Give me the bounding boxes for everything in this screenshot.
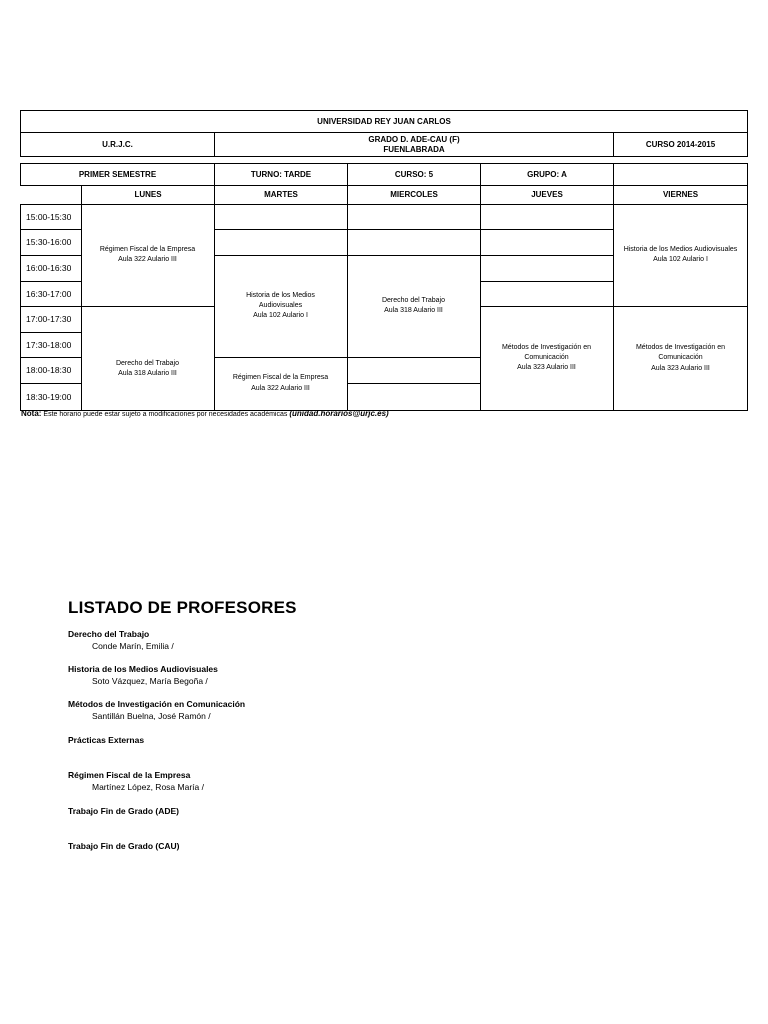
shift-label: TURNO: TARDE — [214, 163, 348, 186]
class-block-lunes: Régimen Fiscal de la Empresa Aula 322 Aulario III — [81, 204, 215, 307]
empty-slot — [214, 229, 348, 256]
time-slot: 15:30-16:00 — [20, 229, 82, 256]
empty-slot — [480, 281, 614, 307]
professor-name: Conde Marín, Emilia / — [92, 641, 174, 651]
day-header-lunes: LUNES — [81, 185, 215, 205]
class-block-viernes: Historia de los Medios Audiovisuales Aula 102 Aulario I — [613, 204, 748, 307]
day-header-viernes: VIERNES — [613, 185, 748, 205]
day-header-miercoles: MIERCOLES — [347, 185, 481, 205]
schedule-note — [21, 409, 748, 418]
empty-slot — [480, 204, 614, 230]
time-slot: 15:00-15:30 — [20, 204, 82, 230]
professor-subject: Derecho del Trabajo — [68, 629, 150, 639]
empty-slot — [480, 255, 614, 282]
professor-subject: Prácticas Externas — [68, 735, 145, 745]
day-header-jueves: JUEVES — [480, 185, 614, 205]
class-block-lunes: Derecho del Trabajo Aula 318 Aulario III — [81, 306, 215, 411]
empty-slot — [480, 229, 614, 256]
year-label: CURSO: 5 — [347, 163, 481, 186]
time-slot: 17:00-17:30 — [20, 306, 82, 333]
empty-slot — [347, 383, 481, 411]
professors-title: LISTADO DE PROFESORES — [68, 598, 297, 617]
degree-name: GRADO D. ADE-CAU (F) FUENLABRADA — [214, 132, 614, 157]
class-block-viernes: Métodos de Investigación en Comunicación Aula 323 Aulario III — [635, 344, 726, 372]
semester-label: PRIMER SEMESTRE — [20, 163, 215, 186]
note-label: Nota: — [21, 409, 42, 418]
class-block-miercoles: Derecho del Trabajo Aula 318 Aulario III — [347, 255, 481, 358]
professor-subject: Trabajo Fin de Grado (CAU) — [68, 841, 180, 851]
university-title: UNIVERSIDAD REY JUAN CARLOS — [20, 110, 748, 133]
time-slot: 16:30-17:00 — [20, 281, 82, 307]
note-text: Este horario puede estar sujeto a modificaciones por necesidades académicas — [43, 411, 288, 418]
empty-slot — [347, 229, 481, 256]
empty-slot — [214, 204, 348, 230]
empty-slot — [347, 357, 481, 384]
time-slot: 17:30-18:00 — [20, 332, 82, 358]
professor-subject: Historia de los Medios Audiovisuales — [68, 664, 218, 674]
empty-slot — [347, 204, 481, 230]
professor-name: Santillán Buelna, José Ramón / — [92, 711, 211, 721]
group-label: GRUPO: A — [480, 163, 614, 186]
professor-subject: Trabajo Fin de Grado (ADE) — [68, 806, 179, 816]
professor-name: Soto Vázquez, María Begoña / — [92, 676, 208, 686]
professor-name: Martínez López, Rosa María / — [92, 782, 204, 792]
time-slot: 18:30-19:00 — [20, 383, 82, 411]
professor-subject: Métodos de Investigación en Comunicación — [68, 699, 246, 709]
day-header-martes: MARTES — [214, 185, 348, 205]
note-email: (unidad.horarios@urjc.es) — [289, 409, 389, 418]
class-block-martes: Régimen Fiscal de la Empresa Aula 322 Aulario III — [214, 357, 348, 411]
time-slot: 18:00-18:30 — [20, 357, 82, 384]
class-block-jueves: Métodos de Investigación en Comunicación Aula 323 Aulario III — [480, 306, 614, 411]
class-block-martes: Historia de los Medios Audiovisuales Aula 102 Aulario I — [214, 255, 348, 358]
header-empty-cell — [613, 163, 748, 186]
university-acronym: U.R.J.C. — [20, 132, 215, 157]
professor-subject: Régimen Fiscal de la Empresa — [68, 770, 191, 780]
time-slot: 16:00-16:30 — [20, 255, 82, 282]
academic-course: CURSO 2014-2015 — [613, 132, 748, 157]
